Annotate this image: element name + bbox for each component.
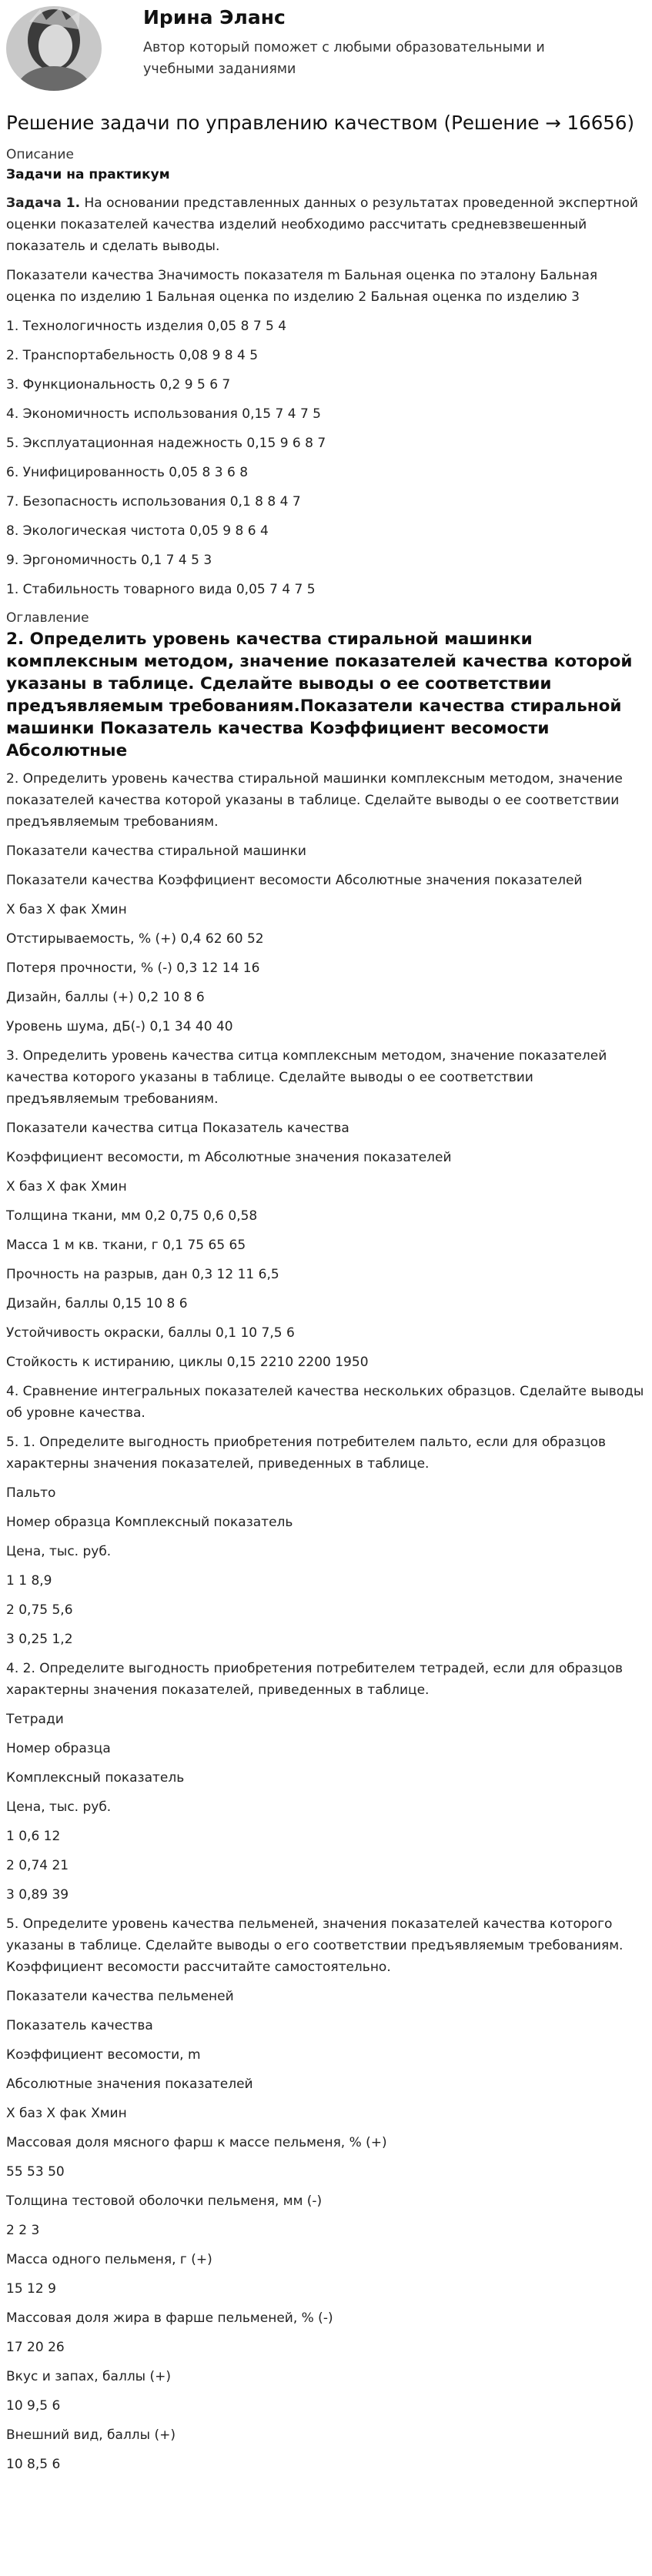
body-text	[6, 768, 646, 2475]
main-content	[0, 109, 652, 2475]
body-paragraph: 15 12 9	[6, 2281, 56, 2297]
body-paragraph: Масса одного пельменя, г (+)	[6, 2252, 212, 2267]
body-paragraph: Абсолютные значения показателей	[6, 2077, 253, 2092]
table1-header: Показатели качества Значимость показателя m Бальная оценка по эталону Бальная оценка по изделию 1 Бальная оценка по изделию 2 Бальная оценка по изделию 3	[6, 268, 598, 305]
body-paragraph: 10 9,5 6	[6, 2398, 61, 2414]
section2-heading: 2. Определить уровень качества стиральной машинки комплексным методом, значение показателей качества которой указаны в таблице. Сделайте выводы о ее соответствии предъявляемым требованиям.Показатели качества стиральной машинки Показатель качества Коэффициент весомости Абсолютные	[6, 630, 633, 760]
table1-row: 5. Эксплуатационная надежность 0,15 9 6 8 7	[6, 436, 326, 451]
body-paragraph: Коэффициент весомости, m Абсолютные значения показателей	[6, 1150, 452, 1165]
body-paragraph: Коэффициент весомости, m	[6, 2047, 201, 2063]
body-paragraph: Уровень шума, дБ(-) 0,1 34 40 40	[6, 1019, 233, 1034]
author-name[interactable]: Ирина Эланс	[143, 6, 286, 28]
body-paragraph: 1 1 8,9	[6, 1573, 52, 1589]
body-paragraph: 4. 2. Определите выгодность приобретения потребителем тетрадей, если для образцов характерны значения показателей, приведенных в таблице.	[6, 1661, 624, 1698]
table1-row: 2. Транспортабельность 0,08 9 8 4 5	[6, 348, 259, 363]
body-paragraph: Дизайн, баллы 0,15 10 8 6	[6, 1296, 188, 1311]
table1-row: 3. Функциональность 0,2 9 5 6 7	[6, 377, 231, 393]
author-avatar[interactable]	[6, 6, 102, 91]
avatar-photo	[6, 6, 102, 91]
body-paragraph: 10 8,5 6	[6, 2457, 61, 2472]
body-paragraph: Потеря прочности, % (-) 0,3 12 14 16	[6, 961, 260, 976]
body-paragraph: Устойчивость окраски, баллы 0,1 10 7,5 6	[6, 1325, 295, 1341]
body-paragraph: 17 20 26	[6, 2340, 65, 2355]
body-paragraph: 2 2 3	[6, 2223, 40, 2238]
author-description: Автор который поможет с любыми образовательными и учебными заданиями	[143, 40, 545, 77]
body-paragraph: Массовая доля жира в фарше пельменей, % (-)	[6, 2310, 333, 2326]
body-paragraph: 2 0,75 5,6	[6, 1602, 73, 1618]
task1-label: Задача 1.	[6, 195, 81, 211]
author-card	[0, 0, 652, 103]
body-paragraph: 3 0,89 39	[6, 1887, 69, 1903]
body-paragraph: Показатели качества пельменей	[6, 1989, 234, 2004]
body-paragraph: 1 0,6 12	[6, 1829, 61, 1844]
body-paragraph: 5. Определите уровень качества пельменей, значения показателей качества которого указаны в таблице. Сделайте выводы о его соответствии предъявляемым требованиям. Коэффициент весомости рассчитайте самостоятельно.	[6, 1916, 624, 1975]
table1-row: 9. Эргономичность 0,1 7 4 5 3	[6, 553, 212, 568]
toc-label[interactable]: Оглавление	[6, 610, 89, 626]
body-paragraph: Отстирываемость, % (+) 0,4 62 60 52	[6, 931, 264, 947]
body-paragraph: 3. Определить уровень качества ситца комплексным методом, значение показателей качества которого указаны в таблице. Сделайте выводы о ее соответствии предъявляемым требованиям.	[6, 1048, 607, 1107]
body-paragraph: Х баз Х фак Хмин	[6, 902, 127, 917]
body-paragraph: 3 0,25 1,2	[6, 1632, 73, 1647]
body-paragraph: Дизайн, баллы (+) 0,2 10 8 6	[6, 990, 205, 1005]
body-paragraph: Номер образца	[6, 1741, 111, 1756]
task1-text: На основании представленных данных о результатах проведенной экспертной оценки показателей качества изделий необходимо рассчитать средневзвешенный показатель и сделать выводы.	[6, 195, 638, 254]
table1-row: 6. Унифицированность 0,05 8 3 6 8	[6, 465, 249, 480]
body-paragraph: Тетради	[6, 1712, 64, 1727]
task1-paragraph	[6, 192, 646, 257]
body-paragraph: Прочность на разрыв, дан 0,3 12 11 6,5	[6, 1267, 279, 1282]
body-paragraph: Толщина тестовой оболочки пельменя, мм (-)	[6, 2193, 323, 2209]
body-paragraph: Массовая доля мясного фарш к массе пельменя, % (+)	[6, 2135, 387, 2150]
body-paragraph: 55 53 50	[6, 2164, 65, 2180]
body-paragraph: 2 0,74 21	[6, 1858, 69, 1873]
body-paragraph: Вкус и запах, баллы (+)	[6, 2369, 172, 2384]
body-paragraph: Толщина ткани, мм 0,2 0,75 0,6 0,58	[6, 1208, 258, 1224]
body-paragraph: Стойкость к истиранию, циклы 0,15 2210 2200 1950	[6, 1355, 369, 1370]
body-paragraph: Показатели качества стиральной машинки	[6, 844, 306, 859]
table1-row: 7. Безопасность использования 0,1 8 8 4 7	[6, 494, 301, 510]
body-paragraph: 4. Сравнение интегральных показателей качества нескольких образцов. Сделайте выводы об уровне качества.	[6, 1384, 644, 1421]
body-paragraph: 2. Определить уровень качества стиральной машинки комплексным методом, значение показателей качества которой указаны в таблице. Сделайте выводы о ее соответствии предъявляемым требованиям.	[6, 771, 623, 830]
body-paragraph: Пальто	[6, 1485, 56, 1501]
table1-row: 1. Технологичность изделия 0,05 8 7 5 4	[6, 319, 287, 334]
body-paragraph: Х баз Х фак Хмин	[6, 2106, 127, 2121]
table1-rows	[6, 316, 646, 600]
table1-row: 8. Экологическая чистота 0,05 9 8 6 4	[6, 523, 269, 539]
body-paragraph: Комплексный показатель	[6, 1770, 185, 1786]
body-paragraph: Внешний вид, баллы (+)	[6, 2427, 176, 2443]
body-paragraph: Х баз Х фак Хмин	[6, 1179, 127, 1194]
page-title: Решение задачи по управлению качеством (Решение → 16656)	[6, 112, 635, 134]
body-paragraph: Показатели качества Коэффициент весомости Абсолютные значения показателей	[6, 873, 583, 888]
body-paragraph: Цена, тыс. руб.	[6, 1799, 112, 1815]
body-paragraph: Масса 1 м кв. ткани, г 0,1 75 65 65	[6, 1238, 246, 1253]
table1-row: 1. Стабильность товарного вида 0,05 7 4 7 5	[6, 582, 316, 597]
table1-row: 4. Экономичность использования 0,15 7 4 7 5	[6, 406, 321, 422]
practicum-heading: Задачи на практикум	[6, 167, 170, 182]
body-paragraph: Номер образца Комплексный показатель	[6, 1515, 293, 1530]
body-paragraph: Показатели качества ситца Показатель качества	[6, 1121, 349, 1136]
description-label: Описание	[6, 147, 74, 162]
body-paragraph: Цена, тыс. руб.	[6, 1544, 112, 1559]
body-paragraph: 5. 1. Определите выгодность приобретения потребителем пальто, если для образцов характерны значения показателей, приведенных в таблице.	[6, 1435, 606, 1472]
body-paragraph: Показатель качества	[6, 2018, 153, 2033]
